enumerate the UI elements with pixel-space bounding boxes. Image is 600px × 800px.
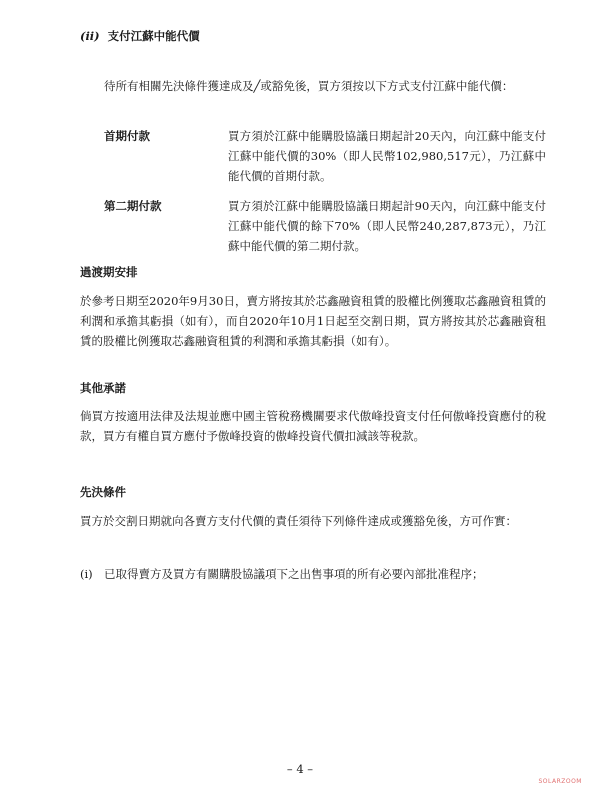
watermark-logo: SOLARZOOM <box>538 778 582 785</box>
other-undertaking-heading: 其他承諾 <box>80 381 126 395</box>
section-ii-heading <box>80 26 200 46</box>
conditions-intro: 買方於交割日期就向各賣方支付代價的責任須待下列條件達成或獲豁免後，方可作實： <box>80 514 517 528</box>
first-payment-term: 首期付款 <box>104 129 150 143</box>
section-ii-number: (ii) <box>80 29 100 43</box>
page-number: – 4 – <box>286 762 314 776</box>
section-ii-title: 支付江蘇中能代價 <box>107 29 200 43</box>
transition-heading: 過渡期安排 <box>80 265 138 279</box>
first-payment-text: 買方須於江蘇中能購股協議日期起計20天內，向江蘇中能支付江蘇中能代價的30%（即人民幣102,980,517元），乃江蘇中能代價的首期付款。 <box>228 129 546 183</box>
condition-item-number: (i) <box>80 567 93 581</box>
transition-text: 於參考日期至2020年9月30日，賣方將按其於芯鑫融資租賃的股權比例獲取芯鑫融資租賃的利潤和承擔其虧損（如有），而自2020年10月1日起至交割日期，買方將按其於芯鑫融資租賃的股權比例獲取芯鑫融資租賃的利潤和承擔其虧損（如有）。 <box>80 294 546 348</box>
second-payment-term: 第二期付款 <box>104 199 162 213</box>
conditions-heading: 先決條件 <box>80 485 126 499</box>
condition-item-text: 已取得賣方及買方有關購股協議項下之出售事項的所有必要內部批准程序； <box>104 567 484 581</box>
section-ii-intro: 待所有相關先決條件獲達成及╱或豁免後，買方須按以下方式支付江蘇中能代價： <box>104 79 514 93</box>
other-undertaking-text: 倘買方按適用法律及法規並應中國主管稅務機關要求代傲峰投資支付任何傲峰投資應付的稅款，買方有權自買方應付予傲峰投資的傲峰投資代價扣減該等稅款。 <box>80 409 546 443</box>
second-payment-text: 買方須於江蘇中能購股協議日期起計90天內，向江蘇中能支付江蘇中能代價的餘下70%（即人民幣240,287,873元），乃江蘇中能代價的第二期付款。 <box>228 199 546 253</box>
